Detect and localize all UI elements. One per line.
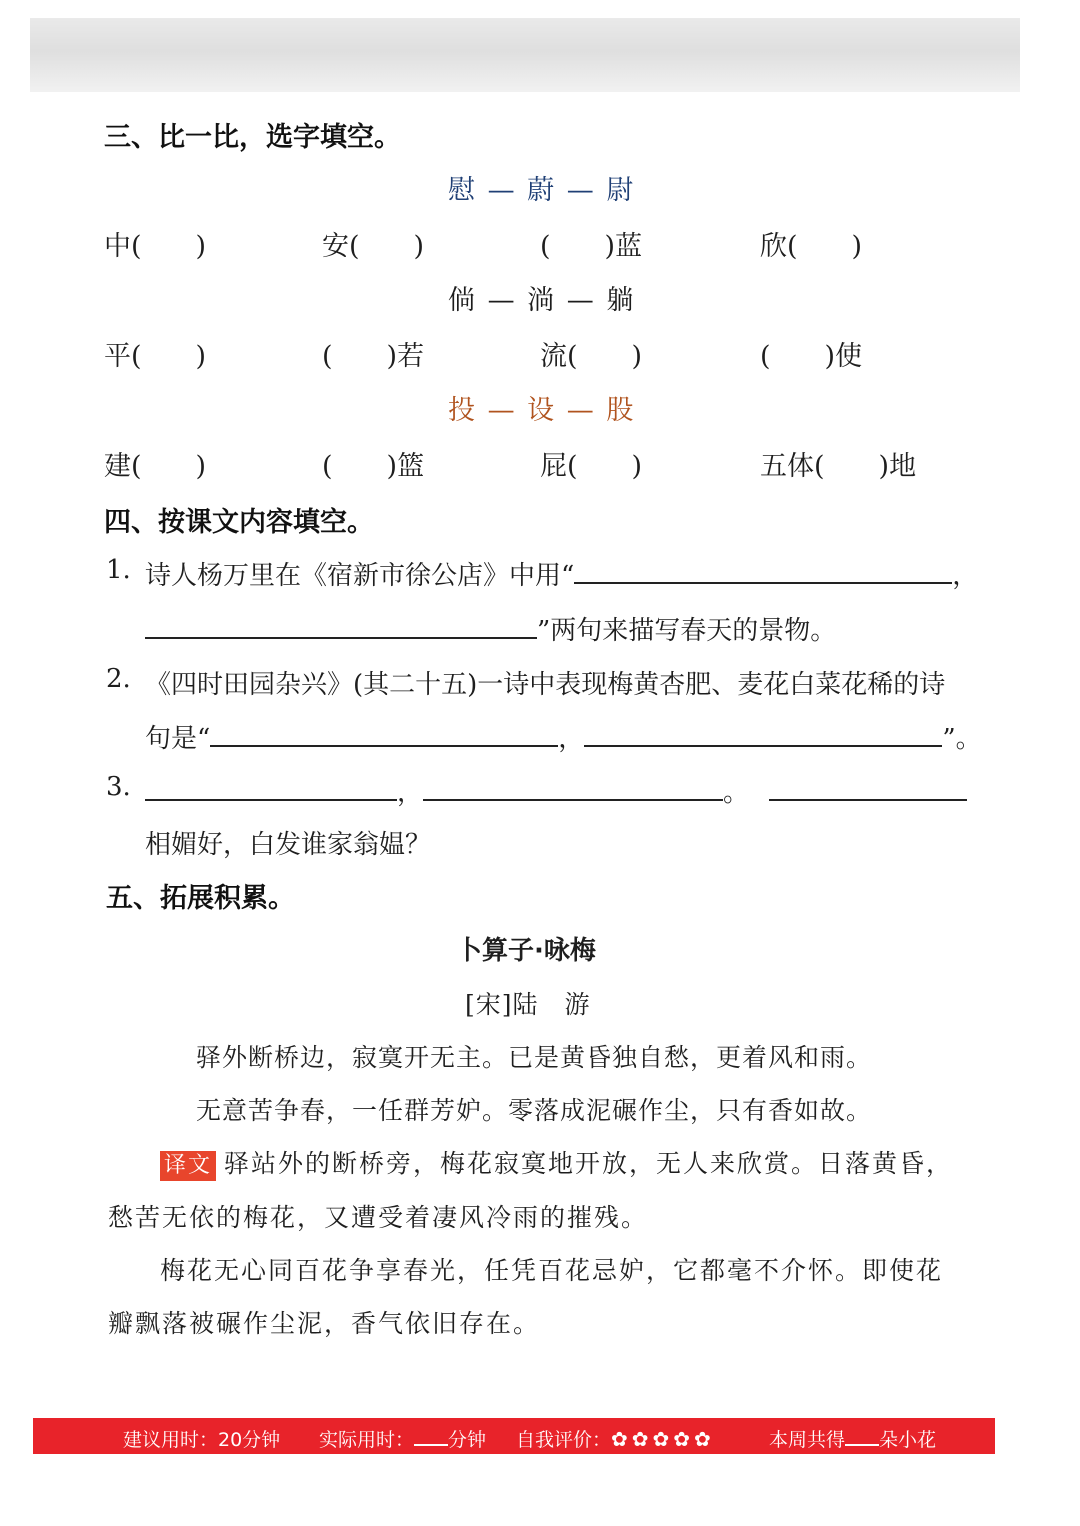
q3-line1 (145, 772, 967, 809)
poem-author: [宋]陆 游 (465, 990, 591, 1019)
translation-text: 驿站外的断桥旁，梅花寂寞地开放，无人来欣赏。日落黄昏， (224, 1149, 954, 1178)
weekly-total (769, 1425, 936, 1452)
fill-item[interactable]: 流( ) (540, 341, 643, 372)
answer-blank[interactable] (145, 773, 397, 801)
char-group-2: 倘 — 淌 — 躺 (448, 285, 636, 316)
q3-comma: ， (397, 778, 424, 808)
poem-line: 无意苦争春，一任群芳妒。零落成泥碾作尘，只有香如故。 (196, 1096, 873, 1125)
translation-line (160, 1144, 953, 1181)
self-eval (516, 1425, 715, 1452)
translation-line: 瓣飘落被碾作尘泥，香气依旧存在。 (108, 1309, 541, 1338)
fill-item[interactable]: ( )篮 (322, 451, 425, 482)
answer-blank[interactable] (145, 611, 537, 639)
q2-start: 句是“ (145, 724, 211, 754)
answer-blank[interactable] (584, 719, 942, 747)
actual-time (319, 1425, 486, 1452)
char-group-3: 投 — 设 — 股 (448, 395, 636, 426)
suggested-time: 建议用时：20分钟 (123, 1429, 281, 1451)
q2-end: ”。 (942, 724, 982, 754)
fill-item[interactable]: 欣( ) (760, 231, 863, 262)
translation-line: 愁苦无依的梅花，又遭受着凄风冷雨的摧残。 (108, 1203, 649, 1232)
answer-blank[interactable] (210, 719, 558, 747)
weekly-label: 本周共得 (769, 1429, 846, 1451)
q1-text (145, 555, 978, 592)
q1-prompt: 诗人杨万里在《宿新市徐公店》中用“ (145, 561, 575, 591)
actual-time-blank[interactable] (414, 1428, 448, 1446)
flower-rating-icon[interactable]: ✿✿✿✿✿ (611, 1427, 715, 1451)
section4-heading: 四、按课文内容填空。 (104, 507, 374, 538)
answer-blank[interactable] (574, 556, 952, 584)
fill-item[interactable]: 建( ) (104, 451, 207, 482)
translation-badge: 译文 (160, 1151, 216, 1181)
q2-prompt: 《四时田园杂兴》(其二十五)一诗中表现梅黄杏肥、麦花白菜花稀的诗 (145, 670, 946, 700)
q1-line2 (145, 610, 836, 647)
actual-time-label: 实际用时： (319, 1429, 415, 1451)
poem-line: 驿外断桥边，寂寞开无主。已是黄昏独自愁，更着风和雨。 (196, 1043, 873, 1072)
q2-line2 (145, 718, 982, 755)
q3-period: 。 (723, 778, 750, 808)
question-number: 1. (106, 555, 131, 585)
answer-blank[interactable] (769, 773, 967, 801)
scan-header-band (30, 18, 1020, 92)
weekly-unit: 朵小花 (879, 1429, 937, 1451)
fill-item[interactable]: 屁( ) (540, 451, 643, 482)
fill-item[interactable]: ( )若 (322, 341, 425, 372)
actual-time-unit: 分钟 (448, 1429, 487, 1451)
fill-item[interactable]: ( )蓝 (540, 231, 643, 262)
char-group-1: 慰 — 蔚 — 尉 (448, 175, 636, 206)
fill-item[interactable]: ( )使 (760, 341, 863, 372)
q3-continuation: 相媚好，白发谁家翁媪？ (145, 830, 432, 860)
fill-item[interactable]: 平( ) (104, 341, 207, 372)
footer-bar (33, 1418, 995, 1454)
fill-item[interactable]: 安( ) (322, 231, 425, 262)
fill-item[interactable]: 五体( )地 (760, 451, 917, 482)
q1-comma: ， (952, 561, 979, 591)
section5-heading: 五、拓展积累。 (106, 883, 295, 914)
question-number: 3. (106, 772, 131, 802)
q1-end: ”两句来描写春天的景物。 (537, 616, 837, 646)
answer-blank[interactable] (423, 773, 723, 801)
self-eval-label: 自我评价： (516, 1429, 612, 1451)
q2-comma: ， (558, 724, 585, 754)
poem-title: 卜算子·咏梅 (456, 936, 596, 966)
weekly-blank[interactable] (845, 1428, 879, 1446)
fill-item[interactable]: 中( ) (104, 231, 207, 262)
section3-heading: 三、比一比，选字填空。 (104, 122, 401, 153)
translation-line: 梅花无心同百花争享春光，任凭百花忌妒，它都毫不介怀。即使花 (160, 1256, 944, 1285)
question-number: 2. (106, 664, 131, 694)
